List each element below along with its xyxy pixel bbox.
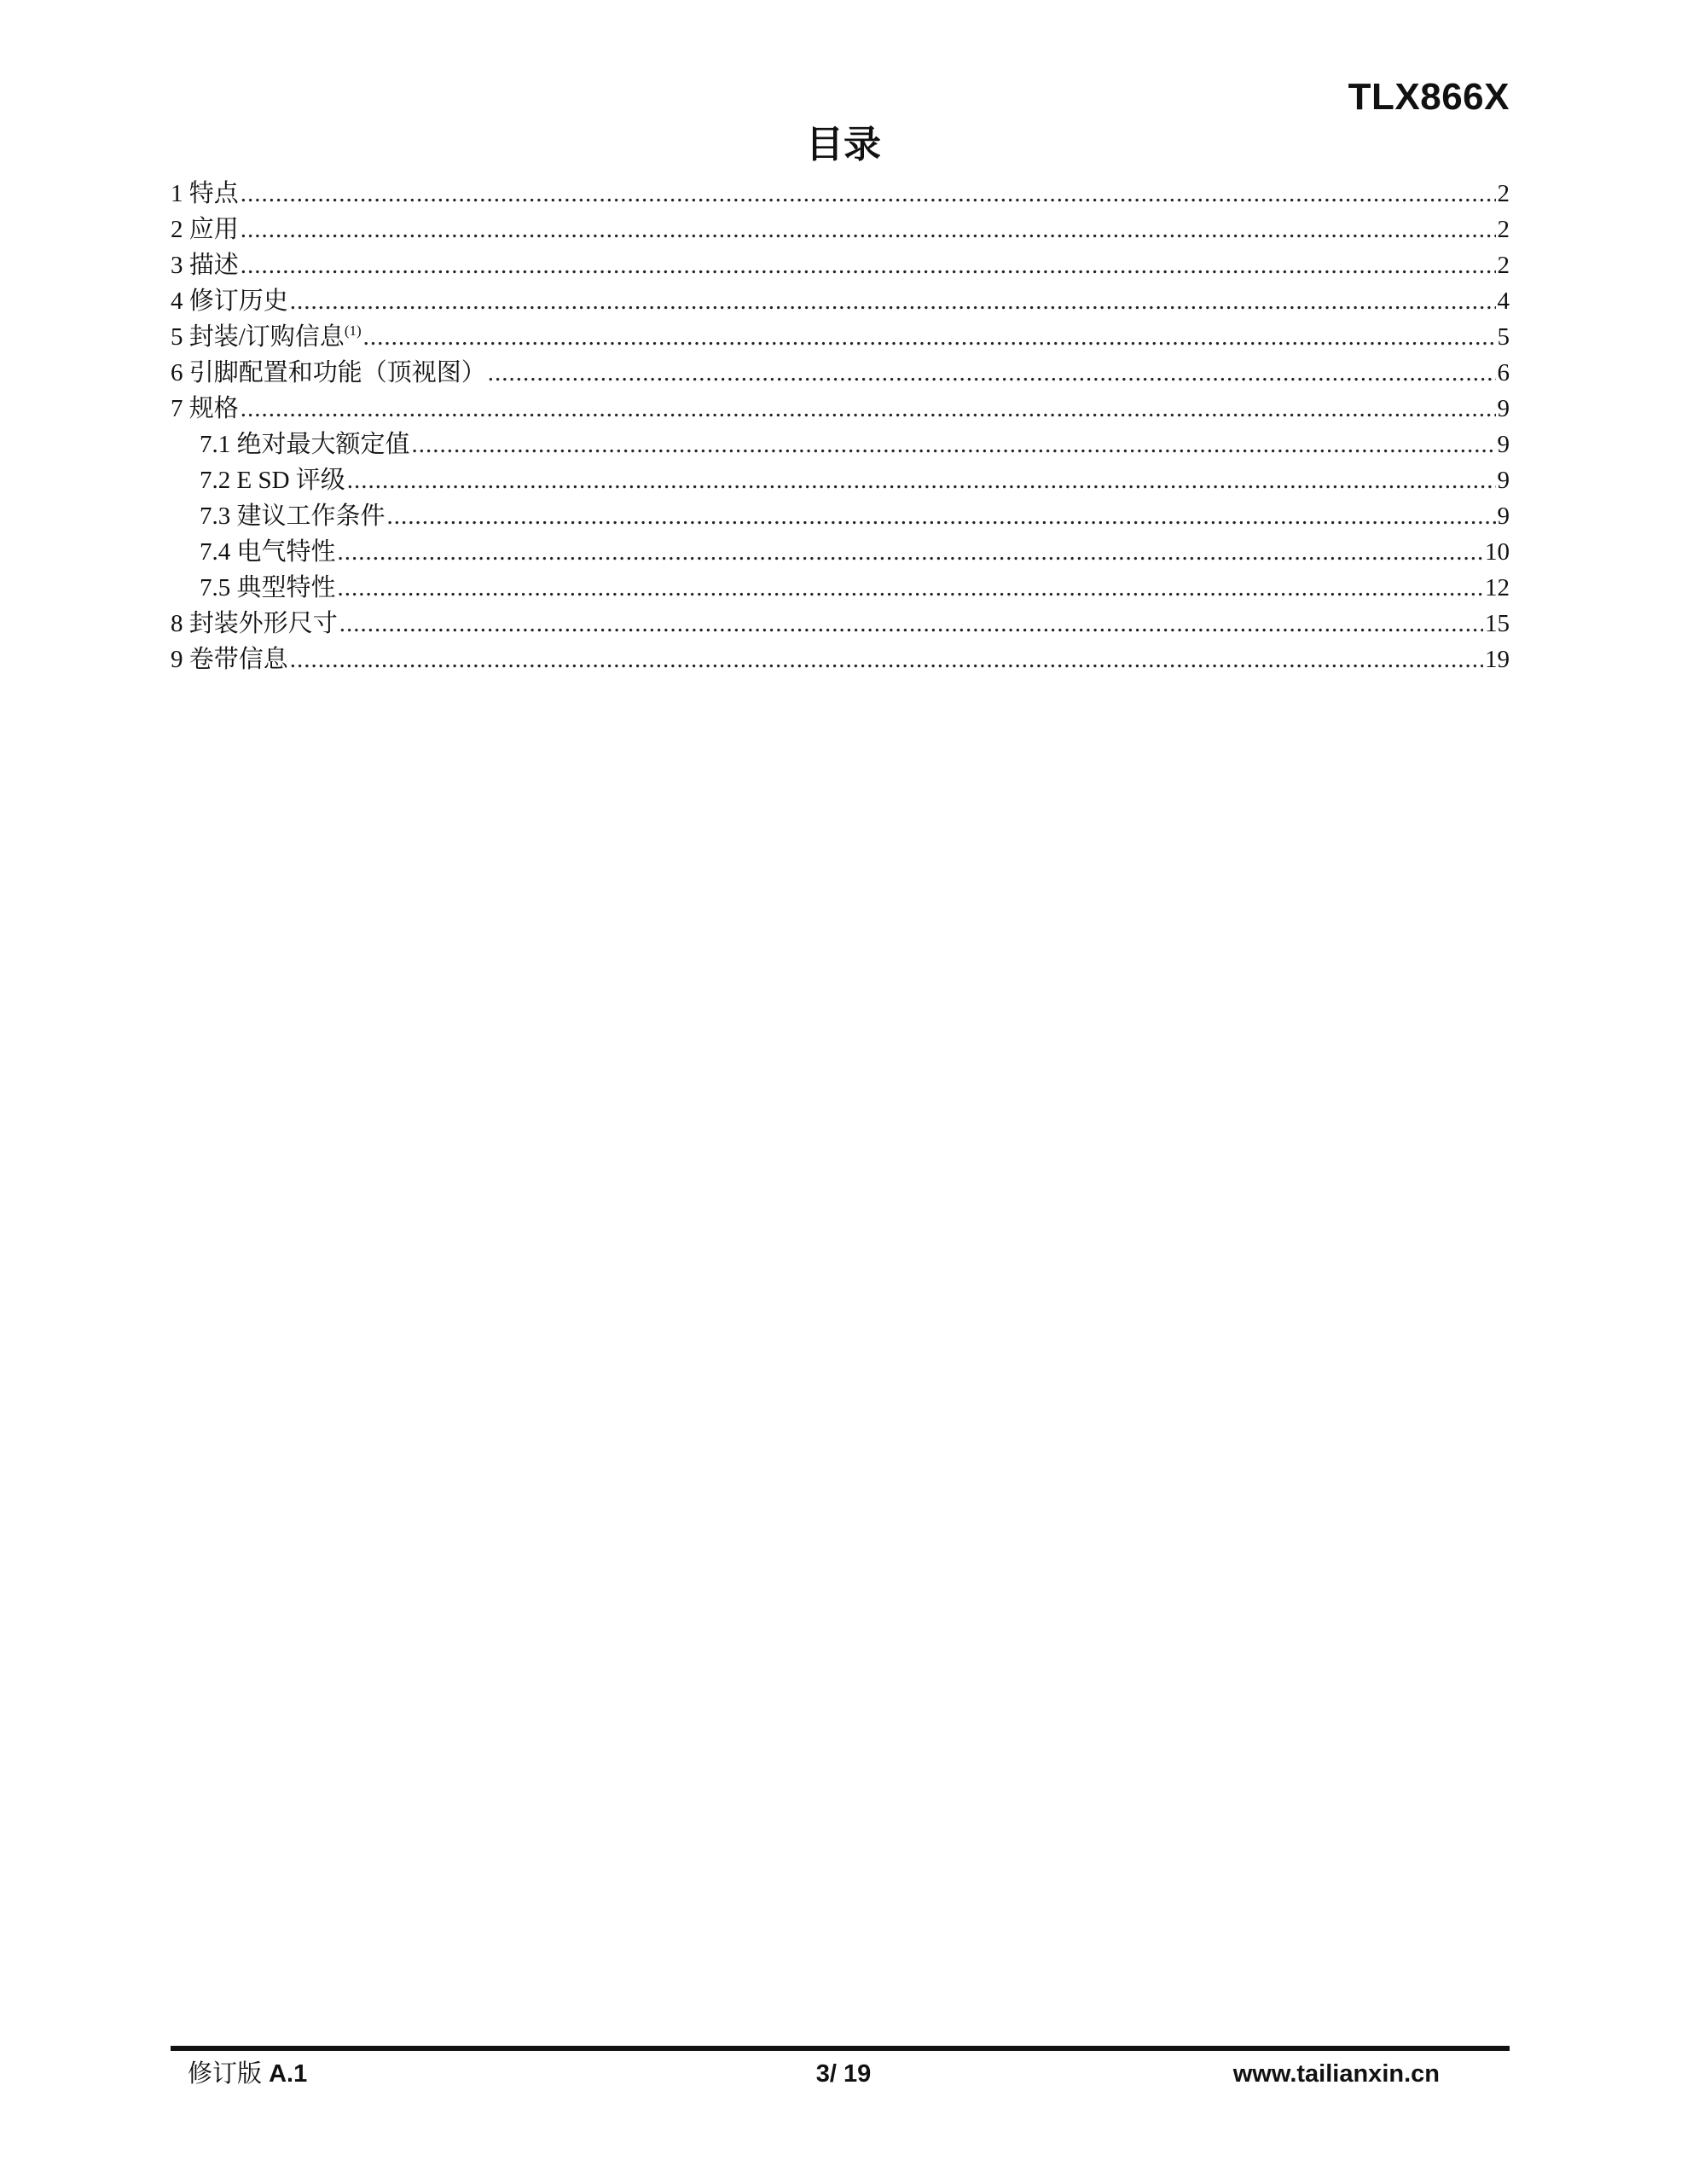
toc-leader-dots [241, 391, 1496, 427]
toc-entry-page: 19 [1485, 646, 1510, 673]
toc-entry-label: 8 封装外形尺寸 [171, 610, 338, 637]
toc-subentry[interactable] [171, 427, 1510, 462]
toc-leader-dots [488, 355, 1496, 391]
toc-entry-label: 4 修订历史 [171, 288, 288, 315]
toc-leader-dots [241, 247, 1496, 283]
footer-page-number: 3/ 19 [815, 2060, 872, 2088]
toc-leader-dots [338, 570, 1483, 606]
toc-subentry[interactable] [171, 534, 1510, 570]
revision-prefix: 修订版 [188, 2060, 270, 2088]
toc-leader-dots [241, 212, 1496, 247]
toc-entry-label: 7.2 E SD 评级 [200, 467, 345, 494]
toc-entry[interactable] [171, 606, 1510, 642]
toc-leader-dots [290, 283, 1496, 319]
toc-entry[interactable] [171, 391, 1510, 427]
toc-entry-page: 9 [1497, 395, 1510, 422]
toc-leader-dots [241, 176, 1496, 212]
toc-subentry[interactable] [171, 498, 1510, 534]
toc-subentry[interactable] [171, 462, 1510, 498]
toc-entry-page: 2 [1497, 180, 1510, 207]
toc-entry-label: 9 卷带信息 [171, 646, 288, 673]
footer-website-link[interactable]: www.tailianxin.cn [1232, 2060, 1440, 2088]
toc-entry-label: 7.1 绝对最大额定值 [200, 431, 410, 458]
toc-entry[interactable] [171, 176, 1510, 212]
toc-leader-dots [347, 462, 1496, 498]
toc-entry-label: 6 引脚配置和功能（顶视图） [171, 359, 486, 386]
revision-value: A.1 [269, 2060, 308, 2088]
toc-entry[interactable] [171, 642, 1510, 677]
toc-leader-dots [338, 534, 1483, 570]
toc-entry[interactable] [171, 355, 1510, 391]
footer-divider [171, 2046, 1510, 2051]
toc-entry[interactable] [171, 212, 1510, 247]
toc-entry-label: 7.5 典型特性 [200, 574, 336, 601]
footnote-marker: (1) [344, 322, 362, 339]
toc-entry-page: 6 [1497, 359, 1510, 386]
toc-entry-page: 12 [1485, 574, 1510, 601]
toc-entry-page: 5 [1497, 323, 1510, 351]
toc-entry-label: 7.4 电气特性 [200, 538, 336, 566]
toc-title: 目录 [806, 123, 881, 166]
toc-entry-label: 3 描述 [171, 252, 239, 279]
document-code: TLX866X [1348, 76, 1510, 118]
toc-entry-page: 2 [1497, 252, 1510, 279]
toc-leader-dots [412, 427, 1496, 462]
toc-entry-page: 4 [1497, 288, 1510, 315]
toc-entry-label: 7.3 建议工作条件 [200, 502, 386, 530]
table-of-contents [171, 176, 1510, 677]
toc-entry[interactable] [171, 283, 1510, 319]
toc-entry-label: 7 规格 [171, 395, 239, 422]
toc-entry-label: 5 封装/订购信息$^{(1)}$ [171, 322, 362, 351]
toc-entry-page: 9 [1497, 467, 1510, 494]
toc-entry-page: 2 [1497, 216, 1510, 243]
toc-entry-label: 2 应用 [171, 216, 239, 243]
toc-entry-page: 9 [1497, 502, 1510, 530]
toc-subentry[interactable] [171, 570, 1510, 606]
toc-entry[interactable] [171, 319, 1510, 355]
toc-entry-label: 1 特点 [171, 180, 239, 207]
toc-leader-dots [363, 319, 1496, 355]
toc-entry[interactable] [171, 247, 1510, 283]
toc-entry-page: 15 [1485, 610, 1510, 637]
toc-leader-dots [387, 498, 1496, 534]
toc-leader-dots [339, 606, 1483, 642]
toc-entry-page: 9 [1497, 431, 1510, 458]
toc-leader-dots [290, 642, 1483, 677]
toc-entry-page: 10 [1485, 538, 1510, 566]
